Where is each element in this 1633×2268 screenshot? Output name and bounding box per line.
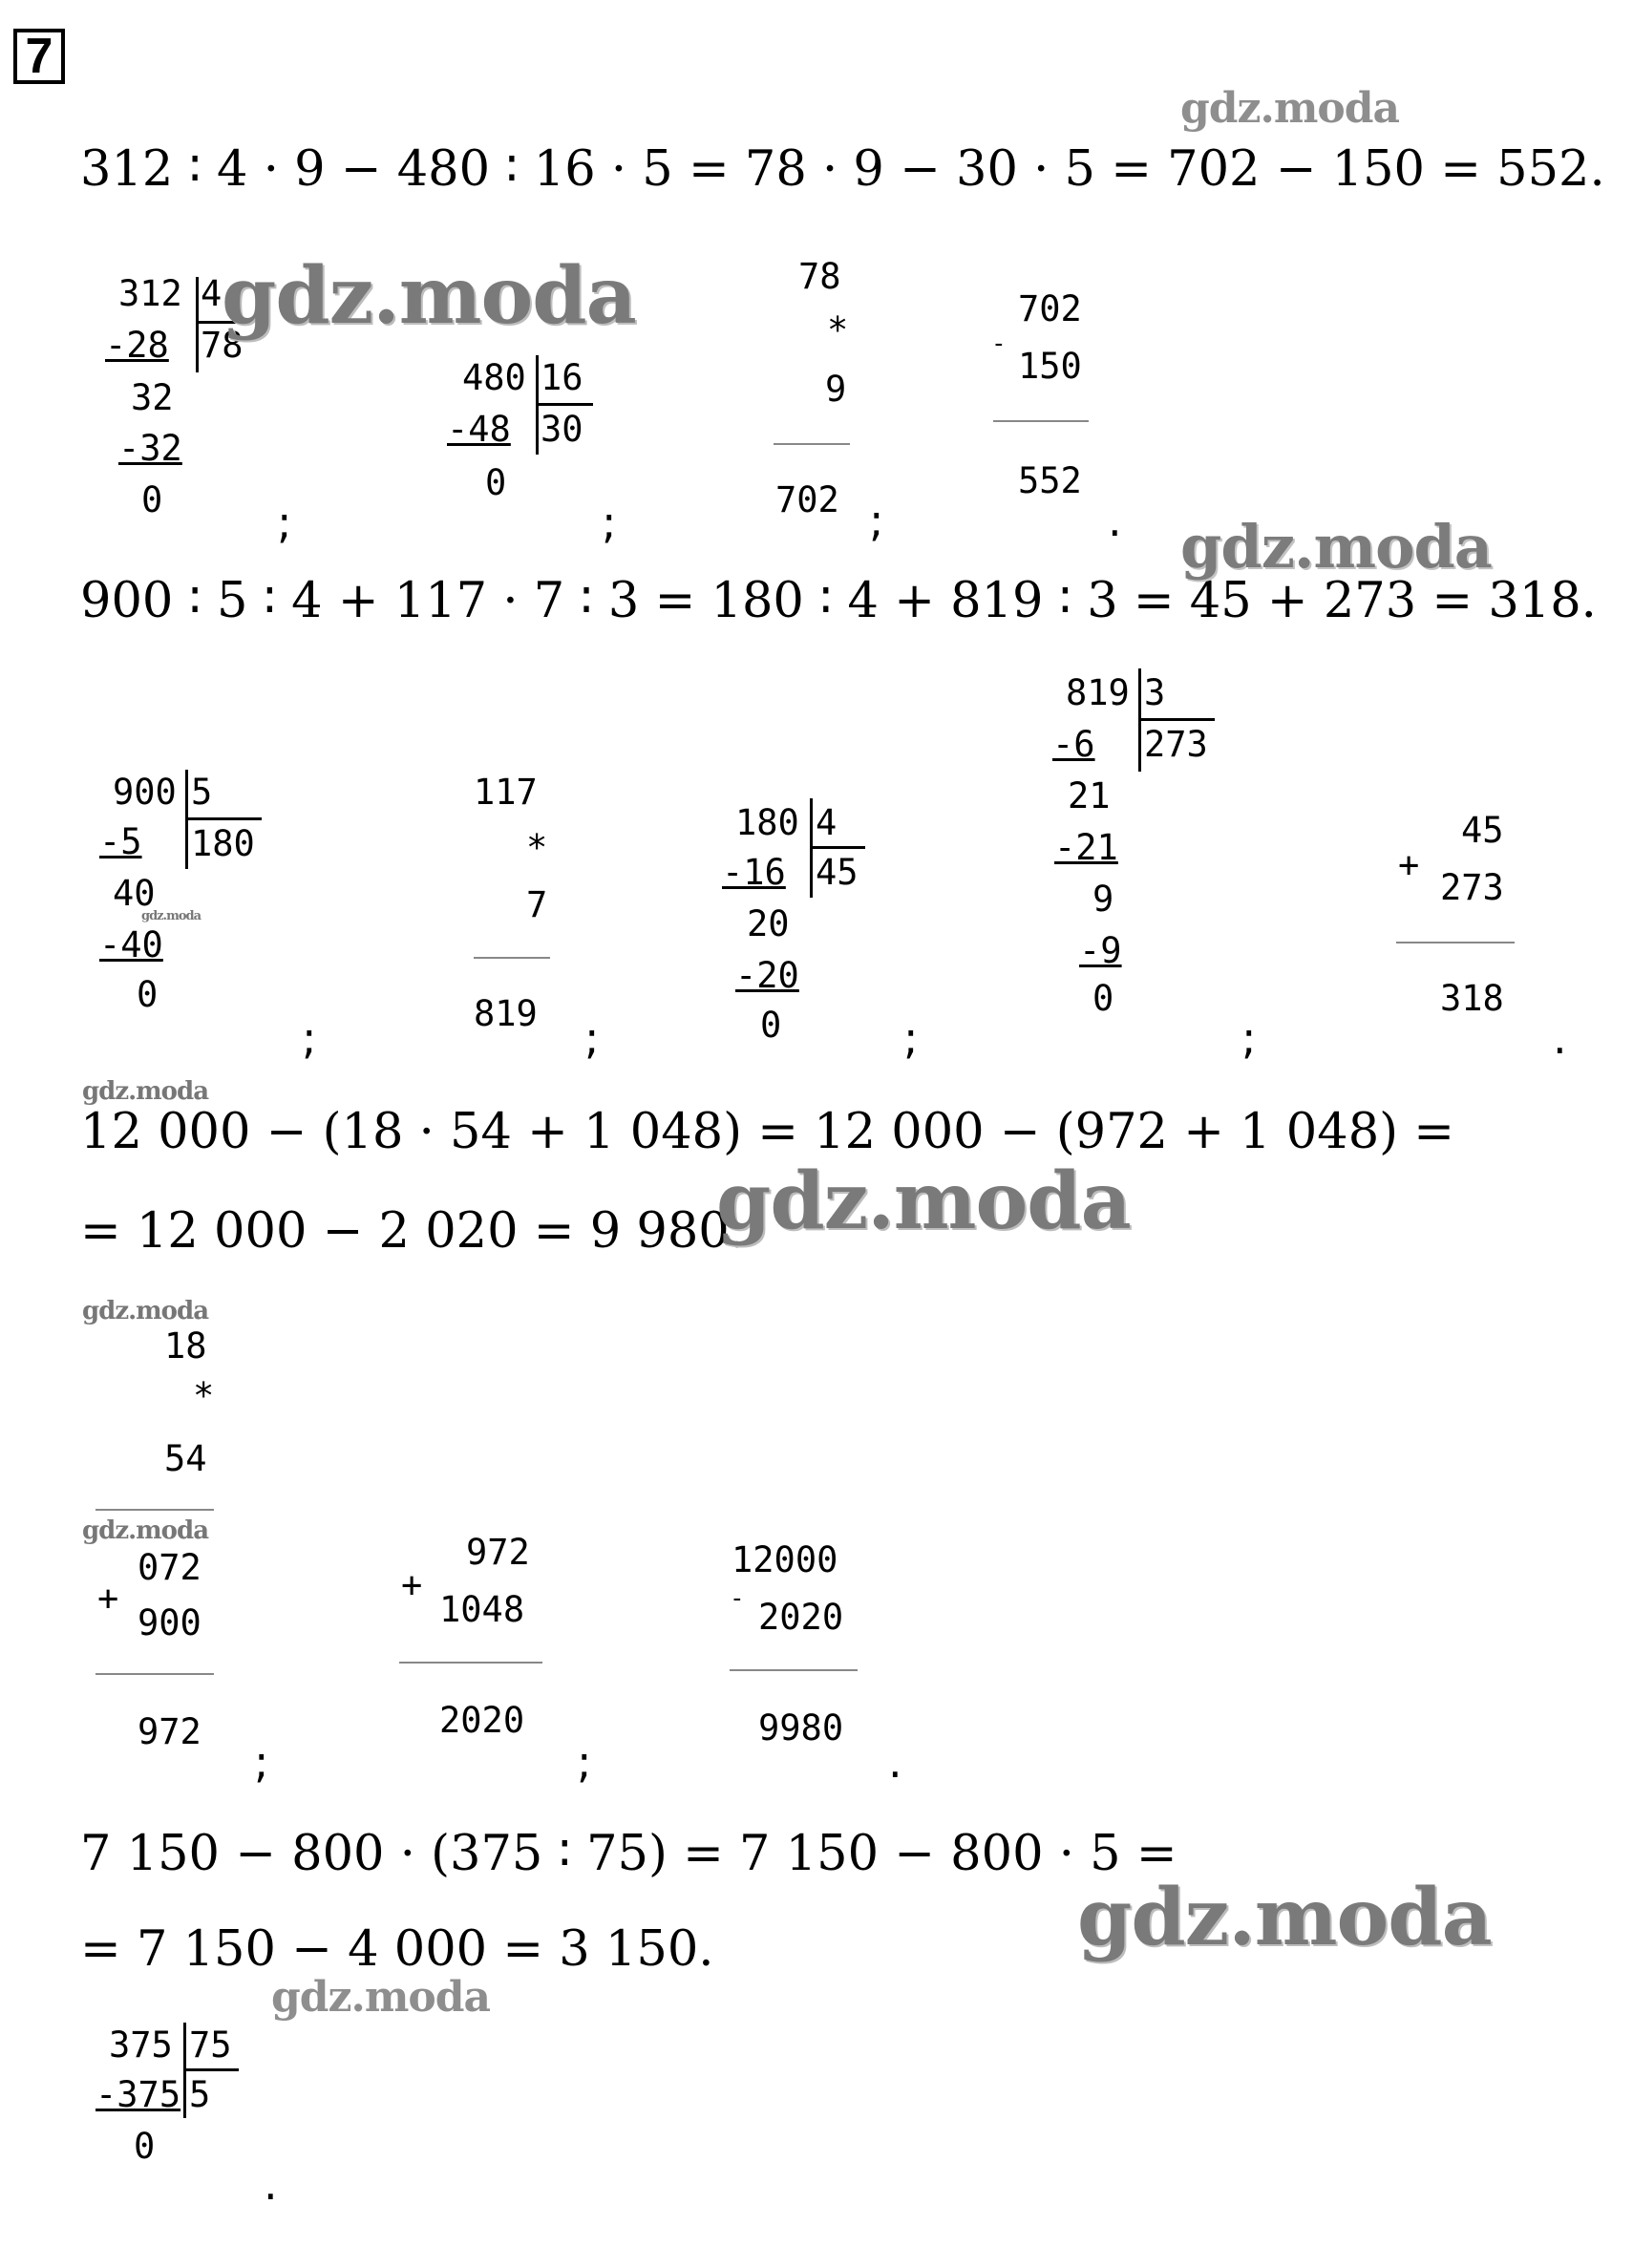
operand-b: 7	[526, 884, 548, 925]
result-line	[95, 1673, 214, 1675]
operand-a: 45	[1461, 810, 1504, 851]
operand-b: 150	[1018, 346, 1082, 387]
divisor: 5	[191, 772, 213, 813]
operand-b: 54	[164, 1438, 207, 1479]
partial-2: 900	[138, 1602, 201, 1643]
remainder: 0	[760, 1005, 782, 1046]
watermark: gdz.moda	[82, 1077, 209, 1106]
result: 552	[1018, 460, 1082, 501]
operator-2: +	[97, 1578, 119, 1619]
operator: *	[526, 827, 548, 868]
operand-a: 117	[474, 772, 538, 813]
operand-a: 78	[798, 256, 841, 297]
divisor: 4	[816, 802, 838, 843]
problem3-equation-line2: = 12 000 − 2 020 = 9 980.	[80, 1203, 745, 1260]
problem2-equation: 900 ∶ 5 ∶ 4 + 117 · 7 ∶ 3 = 180 ∶ 4 + 819 ∶ 3 = 45 + 273 = 318.	[80, 573, 1597, 629]
separator: .	[1553, 1012, 1567, 1064]
operator: *	[827, 309, 849, 350]
operand-b: 9	[825, 369, 847, 410]
separator: ;	[903, 1012, 919, 1064]
subtract-step: -40	[99, 924, 163, 965]
separator: .	[888, 1736, 902, 1788]
remainder: 0	[485, 462, 507, 503]
divisor: 16	[541, 357, 583, 398]
result-line	[1396, 942, 1515, 943]
result: 972	[138, 1711, 201, 1752]
subtract-step: -28	[105, 325, 169, 366]
operand-b: 273	[1440, 867, 1504, 908]
operator: +	[401, 1564, 423, 1605]
watermark: gdz.moda	[1180, 84, 1400, 133]
result: 318	[1440, 978, 1504, 1019]
partial-1: 072	[138, 1547, 201, 1588]
problem1-equation: 312 ∶ 4 · 9 − 480 ∶ 16 · 5 = 78 · 9 − 30 · 5 = 702 − 150 = 552.	[80, 141, 1605, 198]
watermark: gdz.moda	[1180, 512, 1492, 582]
remainder-step: 9	[1092, 879, 1114, 920]
task-number-badge: 7	[13, 29, 65, 84]
division-bar-horizontal	[810, 846, 865, 849]
divisor: 75	[189, 2024, 232, 2066]
operator: -	[730, 1584, 745, 1613]
problem3-equation-line1: 12 000 − (18 · 54 + 1 048) = 12 000 − (972 + 1 048) =	[80, 1104, 1454, 1160]
quotient: 273	[1144, 724, 1208, 765]
division-bar-horizontal	[1138, 718, 1215, 721]
operand-a: 18	[164, 1325, 207, 1367]
dividend: 480	[462, 357, 526, 398]
separator: ;	[277, 497, 292, 548]
remainder-step: 21	[1068, 775, 1111, 816]
operator: *	[193, 1375, 215, 1416]
problem4-equation-line1: 7 150 − 800 · (375 ∶ 75) = 7 150 − 800 · 5 =	[80, 1826, 1177, 1882]
quotient: 45	[816, 852, 859, 893]
watermark: gdz.moda	[82, 1297, 209, 1325]
division-bar-horizontal	[536, 403, 593, 406]
separator: ;	[1241, 1012, 1257, 1064]
quotient: 180	[191, 823, 255, 864]
separator: .	[1108, 495, 1122, 546]
partial-line	[95, 1509, 214, 1511]
remainder: 0	[134, 2126, 156, 2167]
subtract-step: -21	[1054, 827, 1118, 868]
watermark: gdz.moda	[141, 909, 201, 923]
result: 702	[775, 479, 839, 520]
division-bar-horizontal	[183, 2068, 239, 2071]
remainder-step: 32	[131, 377, 174, 418]
result: 9980	[758, 1707, 844, 1749]
remainder: 0	[141, 479, 163, 520]
problem4-equation-line2: = 7 150 − 4 000 = 3 150.	[80, 1921, 714, 1978]
result-line	[399, 1662, 542, 1664]
separator: ;	[254, 1736, 269, 1788]
watermark: gdz.moda	[82, 1516, 209, 1545]
separator: ;	[584, 1012, 600, 1064]
remainder-step: 40	[113, 873, 156, 914]
watermark: gdz.moda	[222, 250, 636, 342]
separator: ;	[602, 497, 617, 548]
operand-b: 1048	[439, 1589, 525, 1630]
quotient: 5	[189, 2074, 211, 2115]
divisor: 3	[1144, 672, 1166, 713]
dividend: 819	[1066, 672, 1130, 713]
remainder-step: 20	[747, 903, 790, 944]
subtract-step: -16	[722, 852, 786, 893]
quotient: 30	[541, 409, 583, 450]
remainder: 0	[137, 974, 159, 1015]
operand-a: 702	[1018, 288, 1082, 329]
operator: -	[991, 329, 1007, 358]
subtract-step: -9	[1079, 930, 1122, 971]
dividend: 312	[118, 273, 182, 314]
separator: .	[264, 2158, 278, 2210]
division-bar-vertical	[196, 277, 199, 372]
subtract-step: -48	[447, 409, 511, 450]
dividend: 375	[109, 2024, 173, 2066]
separator: ;	[869, 495, 884, 546]
result: 819	[474, 993, 538, 1034]
divisor: 4	[201, 273, 223, 314]
operand-b: 2020	[758, 1597, 844, 1638]
subtract-step: -6	[1052, 724, 1095, 765]
operand-a: 12000	[732, 1539, 838, 1580]
quotient: 78	[201, 325, 244, 366]
dividend: 900	[113, 772, 177, 813]
separator: ;	[302, 1012, 317, 1064]
result: 2020	[439, 1700, 525, 1741]
remainder: 0	[1092, 978, 1114, 1019]
result-line	[474, 957, 550, 959]
subtract-step: -32	[118, 428, 182, 469]
subtract-step: -375	[95, 2074, 181, 2115]
result-line	[993, 420, 1089, 422]
watermark: gdz.moda	[271, 1973, 491, 2022]
division-bar-horizontal	[185, 817, 262, 820]
result-line	[730, 1669, 858, 1671]
separator: ;	[577, 1736, 592, 1788]
watermark: gdz.moda	[716, 1155, 1131, 1247]
subtract-step: -20	[735, 955, 799, 996]
watermark: gdz.moda	[1077, 1872, 1492, 1963]
subtract-step: -5	[99, 821, 142, 862]
result-line	[774, 443, 850, 445]
operand-a: 972	[466, 1532, 530, 1573]
operator: +	[1398, 844, 1420, 885]
dividend: 180	[735, 802, 799, 843]
